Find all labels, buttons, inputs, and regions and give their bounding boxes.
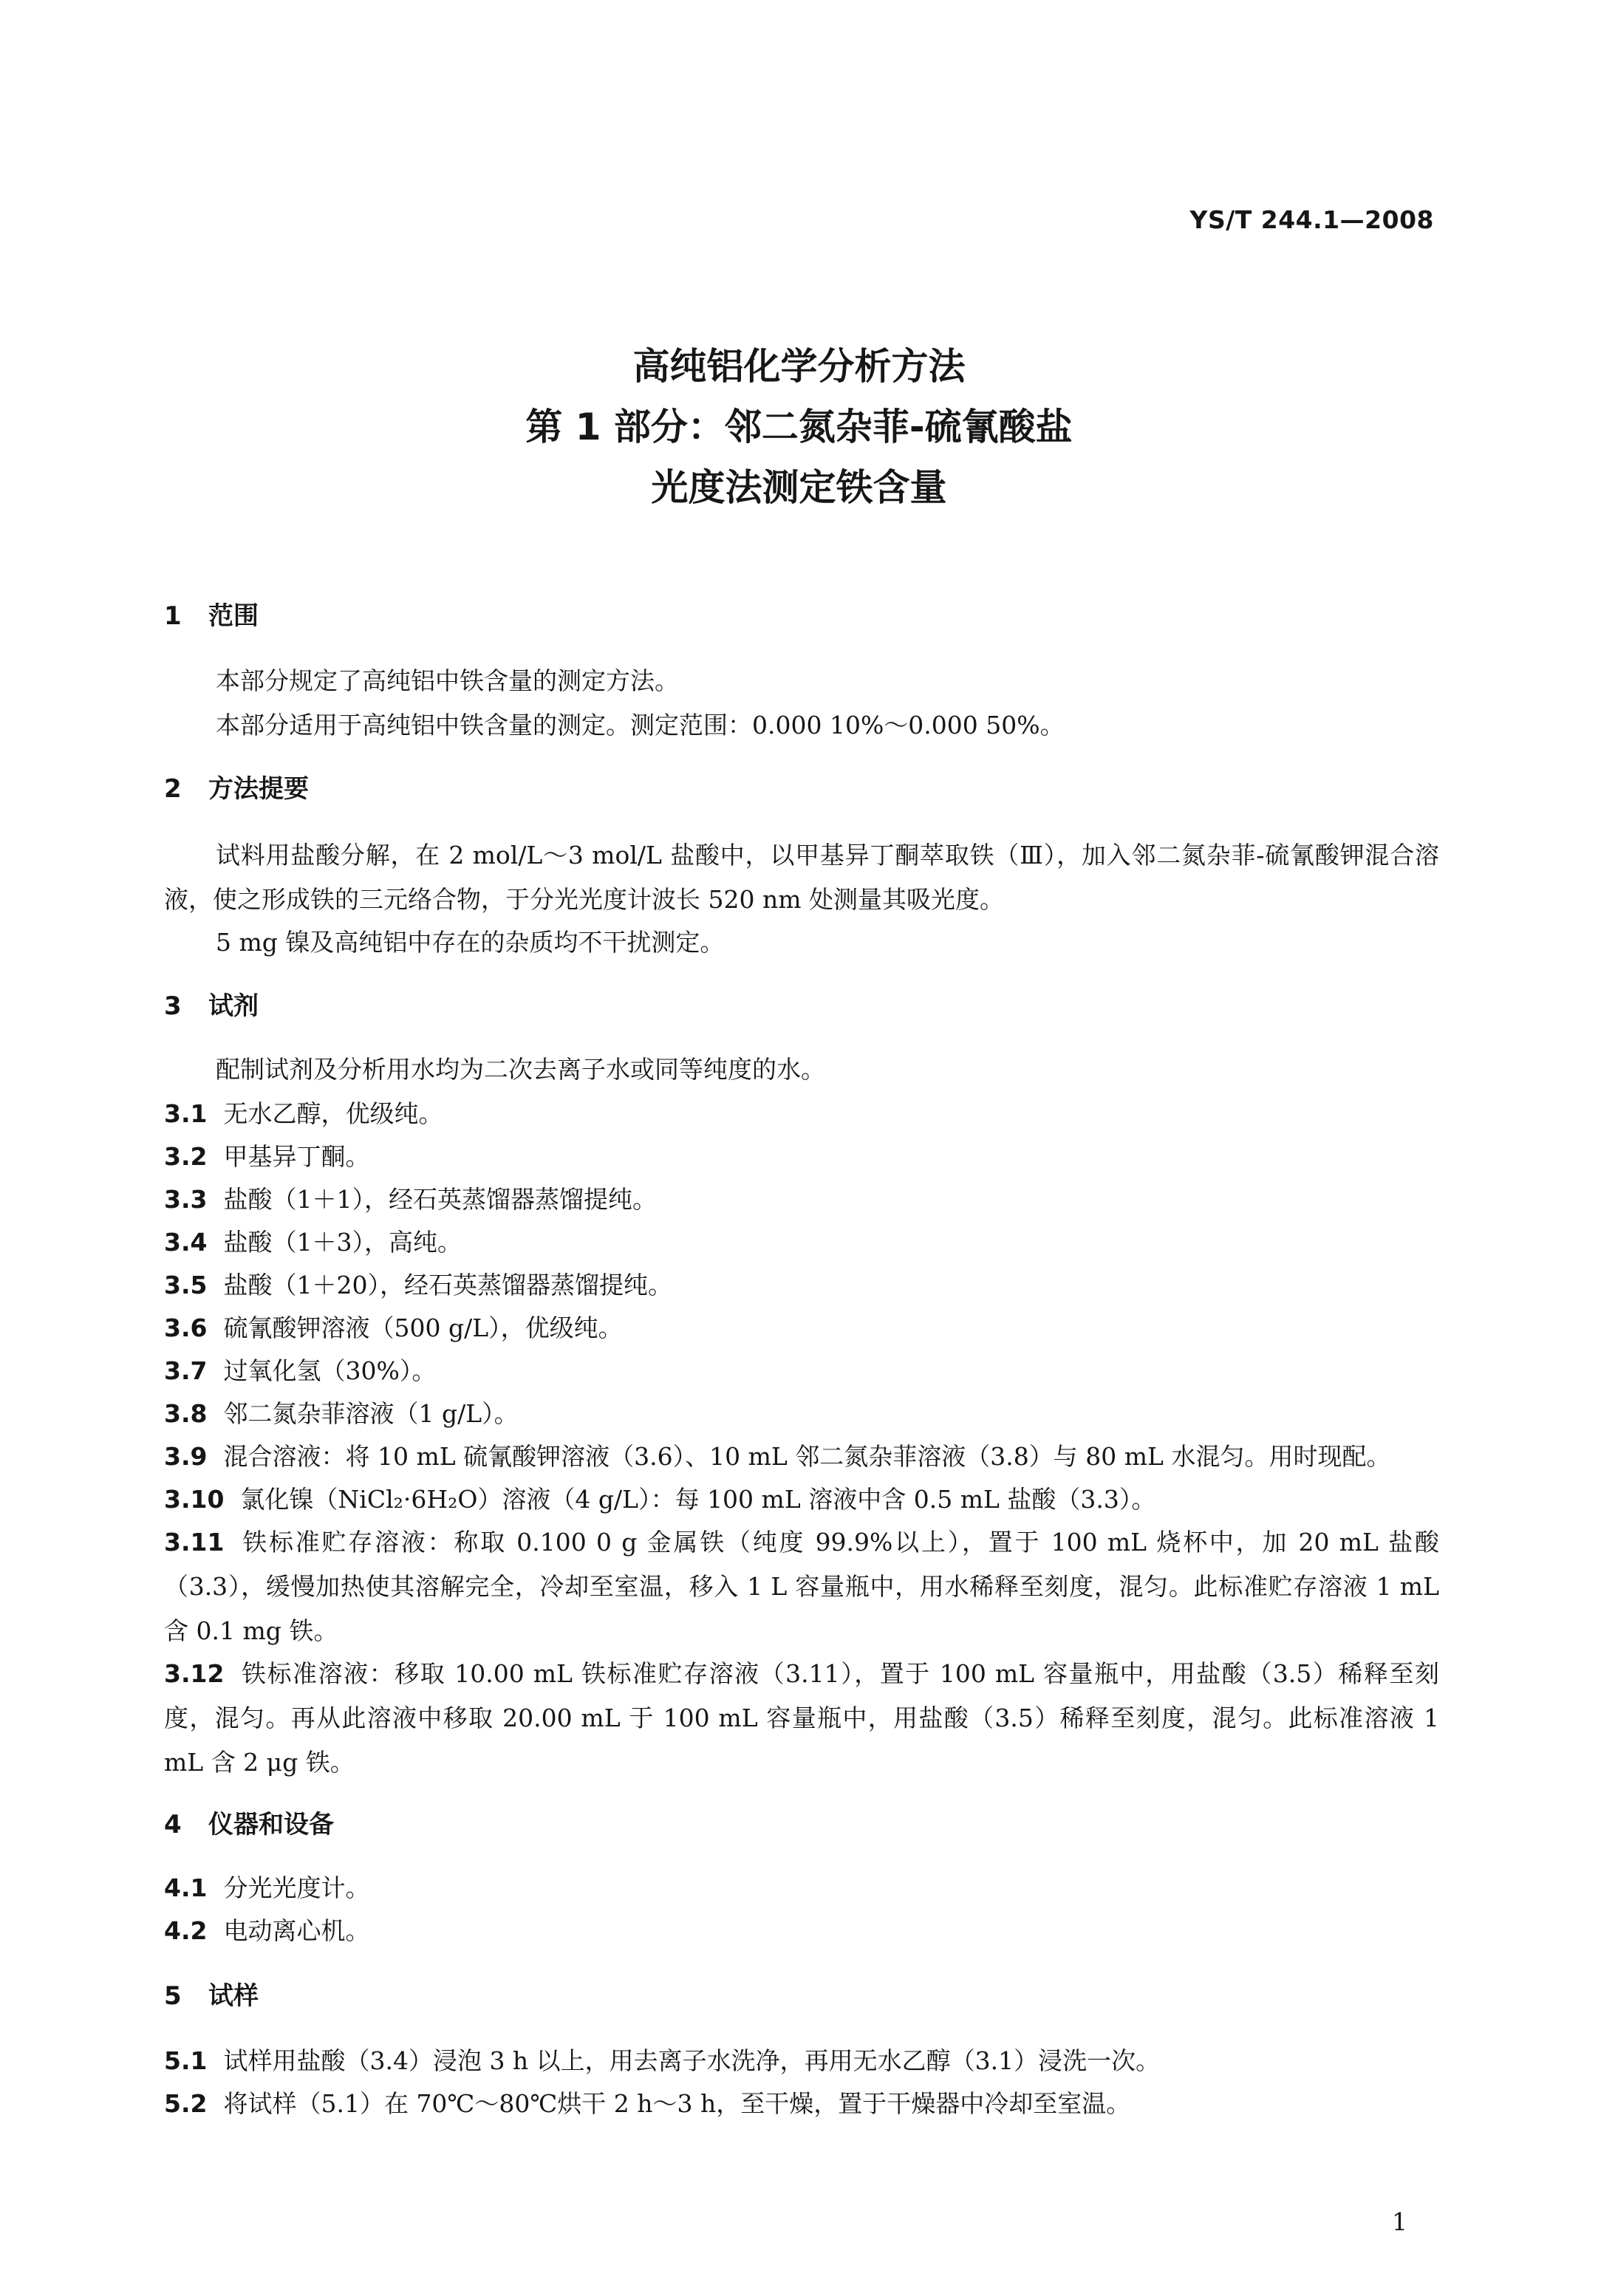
item-text: 氯化镍（NiCl₂·6H₂O）溶液（4 g/L）：每 100 mL 溶液中含 0.5 mL 盐酸（3.3）。: [240, 1485, 1156, 1514]
section-3-heading: [164, 985, 259, 1022]
list-item: [164, 1306, 1439, 1350]
list-item: [164, 1520, 1439, 1653]
section-title: 试剂: [208, 991, 259, 1021]
item-number: 3.5: [164, 1271, 208, 1299]
item-number: 3.4: [164, 1228, 208, 1257]
item-text: 混合溶液：将 10 mL 硫氰酸钾溶液（3.6）、10 mL 邻二氮杂菲溶液（3.8）与 80 mL 水混匀。用时现配。: [223, 1442, 1391, 1471]
list-item: [164, 2039, 1439, 2083]
list-item: [164, 1178, 1439, 1222]
item-number: 5.2: [164, 2089, 208, 2118]
section-title: 方法提要: [208, 774, 309, 804]
item-text: 电动离心机。: [223, 1916, 370, 1945]
list-item: [164, 1135, 1439, 1179]
item-number: 3.6: [164, 1313, 208, 1342]
section-number: 5: [164, 1981, 182, 2011]
item-number: 3.3: [164, 1185, 208, 1214]
section-number: 2: [164, 774, 182, 804]
item-number: 4.2: [164, 1916, 208, 1945]
item-number: 3.10: [164, 1485, 225, 1514]
item-text: 盐酸（1＋3），高纯。: [223, 1228, 462, 1257]
title-line-1: 高纯铝化学分析方法: [632, 345, 966, 388]
item-text: 硫氰酸钾溶液（500 g/L），优级纯。: [223, 1313, 623, 1342]
item-number: 3.2: [164, 1142, 208, 1171]
item-text: 盐酸（1＋20），经石英蒸馏器蒸馏提纯。: [223, 1271, 672, 1299]
title-line-3: 光度法测定铁含量: [651, 466, 947, 509]
item-text: 试样用盐酸（3.4）浸泡 3 h 以上，用去离子水洗净，再用无水乙醇（3.1）浸洗一次。: [223, 2046, 1161, 2075]
item-text: 将试样（5.1）在 70℃～80℃烘干 2 h～3 h，至干燥，置于干燥器中冷却至室温。: [223, 2089, 1131, 2118]
section-1-heading: [164, 595, 259, 632]
section-title: 范围: [208, 601, 259, 631]
item-number: 3.12: [164, 1659, 225, 1688]
item-number: 5.1: [164, 2046, 208, 2075]
item-text: 分光光度计。: [223, 1873, 370, 1902]
item-text: 铁标准贮存溶液：称取 0.100 0 g 金属铁（纯度 99.9%以上），置于 100 mL 烧杯中，加 20 mL 盐酸（3.3），缓慢加热使其溶解完全，冷却至室温，移入 1 L 容量瓶中，用水稀释至刻度，混匀。此标准贮存溶液 1 mL 含 0.1 mg 铁。: [164, 1528, 1439, 1645]
item-number: 3.9: [164, 1442, 208, 1471]
paragraph: 配制试剂及分析用水均为二次去离子水或同等纯度的水。: [216, 1055, 825, 1084]
section-4-heading: [164, 1804, 334, 1840]
item-text: 无水乙醇，优级纯。: [223, 1099, 443, 1128]
document-title: [0, 336, 1598, 518]
list-item: [164, 1092, 1439, 1136]
section-title: 试样: [208, 1981, 259, 2011]
section-2-heading: [164, 768, 309, 804]
list-item: [164, 1392, 1439, 1436]
section-number: 1: [164, 601, 182, 631]
paragraph: 本部分适用于高纯铝中铁含量的测定。测定范围：0.000 10%～0.000 50%。: [216, 711, 1065, 739]
list-item: [164, 1435, 1439, 1479]
list-item: [164, 1349, 1439, 1393]
list-item: [164, 1263, 1439, 1308]
paragraph: 本部分规定了高纯铝中铁含量的测定方法。: [216, 666, 679, 695]
item-text: 邻二氮杂菲溶液（1 g/L）。: [223, 1399, 519, 1428]
item-text: 盐酸（1＋1），经石英蒸馏器蒸馏提纯。: [223, 1185, 657, 1214]
section-number: 3: [164, 991, 182, 1021]
item-text: 铁标准溶液：移取 10.00 mL 铁标准贮存溶液（3.11），置于 100 mL 容量瓶中，用盐酸（3.5）稀释至刻度，混匀。再从此溶液中移取 20.00 mL 于 100 mL 容量瓶中，用盐酸（3.5）稀释至刻度，混匀。此标准溶液 1 mL 含 2 μg 铁。: [164, 1659, 1439, 1777]
section-number: 4: [164, 1810, 182, 1839]
section-5-heading: [164, 1975, 259, 2012]
list-item: [164, 1652, 1439, 1785]
title-line-2: 第 1 部分：邻二氮杂菲-硫氰酸盐: [525, 406, 1073, 448]
list-item: [164, 2082, 1439, 2126]
item-number: 4.1: [164, 1873, 208, 1902]
standard-code: YS/T 244.1—2008: [1189, 205, 1434, 234]
item-number: 3.1: [164, 1099, 208, 1128]
item-text: 过氧化氢（30%）。: [223, 1356, 437, 1385]
list-item: [164, 1909, 1439, 1953]
page-number: 1: [1392, 2207, 1407, 2236]
item-text: 甲基异丁酮。: [223, 1142, 370, 1171]
list-item: [164, 1866, 1439, 1910]
list-item: [164, 1220, 1439, 1265]
item-number: 3.7: [164, 1356, 208, 1385]
section-title: 仪器和设备: [208, 1810, 334, 1839]
paragraph: 试料用盐酸分解，在 2 mol/L～3 mol/L 盐酸中，以甲基异丁酮萃取铁（Ⅲ），加入邻二氮杂菲-硫氰酸钾混合溶液，使之形成铁的三元络合物，于分光光度计波长 520 nm 处测量其吸光度。: [164, 841, 1439, 914]
item-number: 3.8: [164, 1399, 208, 1428]
item-number: 3.11: [164, 1528, 225, 1557]
list-item: [164, 1477, 1439, 1522]
paragraph: 5 mg 镍及高纯铝中存在的杂质均不干扰测定。: [216, 928, 725, 957]
